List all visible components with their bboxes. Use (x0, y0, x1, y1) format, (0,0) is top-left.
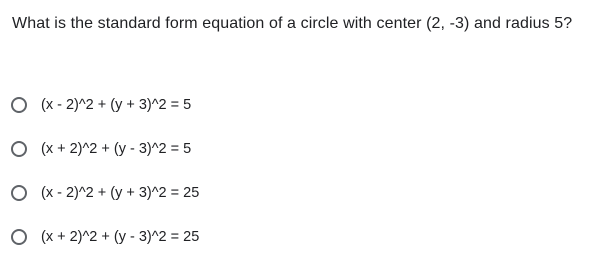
option-label: (x + 2)^2 + (y - 3)^2 = 25 (41, 228, 200, 245)
option-label: (x - 2)^2 + (y + 3)^2 = 5 (41, 96, 192, 113)
answer-option-1[interactable] (11, 90, 591, 119)
option-label: (x + 2)^2 + (y - 3)^2 = 5 (41, 140, 192, 157)
answer-options (11, 90, 591, 266)
radio-button[interactable] (11, 229, 27, 245)
radio-button[interactable] (11, 185, 27, 201)
answer-option-3[interactable] (11, 178, 591, 207)
radio-button[interactable] (11, 141, 27, 157)
option-label: (x - 2)^2 + (y + 3)^2 = 25 (41, 184, 200, 201)
radio-button[interactable] (11, 97, 27, 113)
question-text: What is the standard form equation of a circle with center (2, -3) and radius 5? (12, 15, 573, 32)
answer-option-4[interactable] (11, 222, 591, 251)
answer-option-2[interactable] (11, 134, 591, 163)
